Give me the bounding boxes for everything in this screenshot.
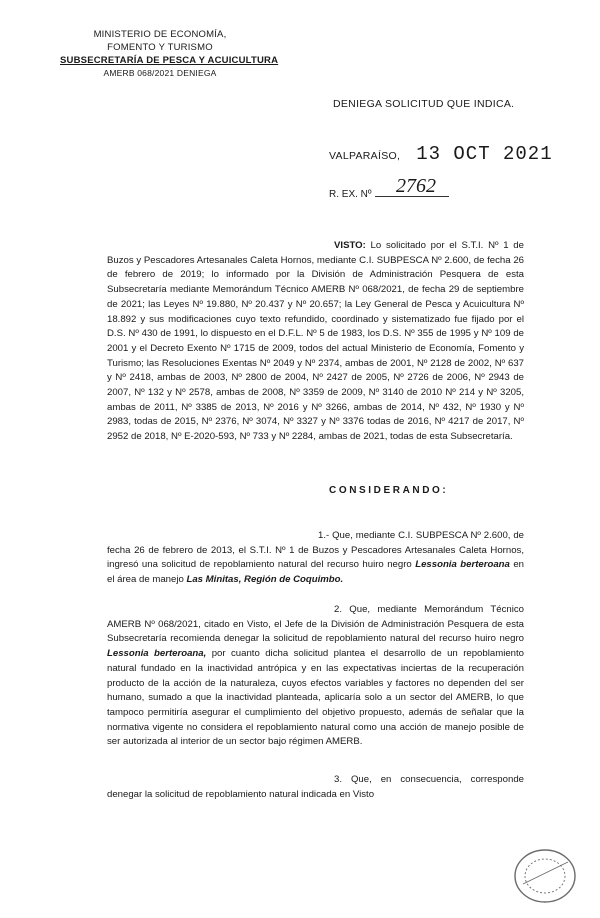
letterhead-ministry: MINISTERIO DE ECONOMÍA, <box>93 29 227 40</box>
c2-text-b: por cuanto dicha solicitud plantea el desarrollo de un repoblamiento natural fundado en la inactividad antrópica y en las expectativas inciertas de la recuperación producto de la acción de la naturaleza, cuyos efectos variables y factores no dependen del ser humano, sumado a que la inactividad planteada, aplicaría solo a un sector del AMERB, lo que tampoco permitiría asegurar el cumplimiento del objetivo propuesto, además de señalar que la normativa vigente no considera el repoblamiento natural como una acción de manejo posible de ser autorizada al interior de un sector bajo régimen AMERB. <box>107 648 524 748</box>
visto-text: Lo solicitado por el S.T.I. Nº 1 de Buzos y Pescadores Artesanales Caleta Hornos, mediante C.I. SUBPESCA Nº 2.600, de fecha 26 de febrero de 2019; lo informado por la División de Administración Pesquera de esta Subsecretaría mediante Memorándum Técnico AMERB Nº 068/2021, de fecha 29 de septiembre de 2021; las Leyes Nº 19.880, Nº 20.437 y Nº 20.657; la Ley General de Pesca y Acuicultura Nº 18.892 y sus modificaciones cuyo texto refundido, coordinado y sistematizado fue fijado por el D.S. Nº 430 de 1991, lo dispuesto en el D.F.L. Nº 5 de 1983, los D.S. Nº 355 de 1995 y Nº 109 de 2001 y el Decreto Exento Nº 1715 de 2009, todos del actual Ministerio de Economía, Fomento y Turismo; las Resoluciones Exentas Nº 2049 y Nº 2374, ambas de 2001, Nº 2128 de 2002, Nº 637 y Nº 2418, ambas de 2003, Nº 2800 de 2004, Nº 2427 de 2005, Nº 2726 de 2006, Nº 2943 de 2007, Nº 132 y Nº 2578, ambas de 2008, Nº 3359 de 2009, Nº 3140 de 2010 Nº 214 y Nº 3205, ambas de 2011, Nº 3385 de 2013, Nº 2016 y Nº 3266, ambas de 2014, Nº 432, Nº 1930 y Nº 2983, todas de 2015, Nº 2376, Nº 3074, Nº 3327 y Nº 3376 todas de 2016, Nº 4217 de 2017, Nº 2952 de 2018, Nº E-2020-593, Nº 733 y Nº 2284, ambas de 2021, todas de esta Subsecretaría. <box>107 240 524 443</box>
considerando-heading: CONSIDERANDO: <box>329 485 449 496</box>
date-stamp: 13 OCT 2021 <box>416 143 553 165</box>
letterhead-fomento: FOMENTO Y TURISMO <box>107 42 213 53</box>
office-stamp <box>503 840 581 910</box>
considerando-3 <box>107 773 524 802</box>
c1-text-b: en el área de manejo <box>107 559 524 586</box>
letterhead-reference: AMERB 068/2021 DENIEGA <box>103 68 217 78</box>
c3-text: 3. Que, en consecuencia, corresponde denegar la solicitud de repoblamiento natural indicada en Visto <box>107 774 524 800</box>
resolution-line <box>329 187 449 200</box>
c1-species: Lessonia berteroana <box>415 559 510 571</box>
visto-paragraph <box>107 239 524 445</box>
c2-species: Lessonia berteroana, <box>107 648 207 660</box>
considerando-2 <box>107 603 524 750</box>
resolution-number: 2762 <box>396 175 436 197</box>
letterhead-subsecretaria: SUBSECRETARÍA DE PESCA Y ACUICULTURA <box>60 55 279 66</box>
letterhead <box>60 28 279 80</box>
visto-label: VISTO: <box>334 240 366 251</box>
resolution-underline <box>375 187 449 197</box>
place-date <box>329 143 553 165</box>
c1-text-a: 1.- Que, mediante C.I. SUBPESCA Nº 2.600, de fecha 26 de febrero de 2013, el S.T.I. Nº 1 de Buzos y Pescadores Artesanales Caleta Hornos, ingresó una solicitud de repoblamiento natural del recurso huiro negro <box>107 530 524 571</box>
document-title: DENIEGA SOLICITUD QUE INDICA. <box>333 98 515 110</box>
considerando-1 <box>107 529 524 588</box>
resolution-label: R. EX. Nº <box>329 189 372 200</box>
place-text: VALPARAÍSO, <box>329 150 401 162</box>
c1-area: Las Minitas, Región de Coquimbo. <box>186 574 344 586</box>
c2-text-a: 2. Que, mediante Memorándum Técnico AMERB Nº 068/2021, citado en Visto, el Jefe de la División de Administración Pesquera de esta Subsecretaría recomienda denegar la solicitud de repoblamiento natural del recurso huiro negro <box>107 604 524 645</box>
